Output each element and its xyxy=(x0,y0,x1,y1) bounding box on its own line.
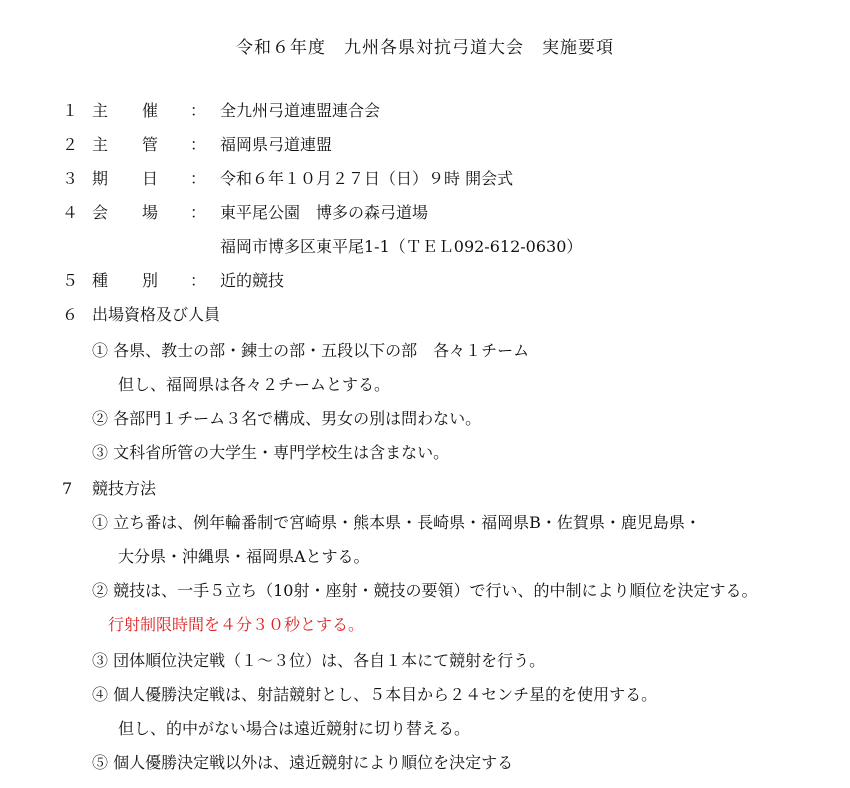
list-item: ② 各部門１チーム３名で構成、男女の別は問わない。 xyxy=(92,409,482,428)
item-number: ３ xyxy=(62,169,79,188)
item-colon: ： xyxy=(190,169,207,188)
section-title: 出場資格及び人員 xyxy=(92,305,221,324)
time-limit-notice: 行射制限時間を４分３０秒とする。 xyxy=(108,615,365,634)
item-value: 全九州弓道連盟連合会 xyxy=(220,101,381,120)
item-value: 令和６年１０月２７日（日）９時 開会式 xyxy=(220,169,514,188)
list-item: ① 立ち番は、例年輪番制で宮崎県・熊本県・長崎県・福岡県B・佐賀県・鹿児島県・ xyxy=(92,513,701,532)
section-title: 競技方法 xyxy=(92,479,157,498)
list-item: ③ 文科省所管の大学生・専門学校生は含まない。 xyxy=(92,443,450,462)
section-number: 7 xyxy=(62,479,73,498)
item-number: １ xyxy=(62,101,79,120)
list-item: ④ 個人優勝決定戦は、射詰競射とし、５本目から２４センチ星的を使用する。 xyxy=(92,685,658,704)
page-title: 令和６年度 九州各県対抗弓道大会 実施要項 xyxy=(236,38,614,58)
list-item: 但し、的中がない場合は遠近競射に切り替える。 xyxy=(118,719,471,738)
item-colon: ： xyxy=(190,271,207,290)
list-item: ② 競技は、一手５立ち（10射・座射・競技の要領）で行い、的中制により順位を決定する。 xyxy=(92,581,758,600)
list-item: 大分県・沖縄県・福岡県Aとする。 xyxy=(118,547,370,566)
list-item: ⑤ 個人優勝決定戦以外は、遠近競射により順位を決定する xyxy=(92,753,514,772)
item-number: ４ xyxy=(62,203,79,222)
list-item: 但し、福岡県は各々２チームとする。 xyxy=(118,375,391,394)
section-number: ６ xyxy=(62,305,79,324)
item-value: 近的競技 xyxy=(220,271,285,290)
item-colon: ： xyxy=(190,101,207,120)
list-item: ③ 団体順位決定戦（１～３位）は、各自１本にて競射を行う。 xyxy=(92,651,546,670)
item-number: ５ xyxy=(62,271,79,290)
item-number: ２ xyxy=(62,135,79,154)
item-colon: ： xyxy=(190,135,207,154)
venue-address: 福岡市博多区東平尾1-1（ＴＥＬ092-612-0630） xyxy=(220,237,583,256)
item-value: 東平尾公園 博多の森弓道場 xyxy=(220,203,429,222)
item-value: 福岡県弓道連盟 xyxy=(220,135,333,154)
item-colon: ： xyxy=(190,203,207,222)
list-item: ① 各県、教士の部・錬士の部・五段以下の部 各々１チーム xyxy=(92,341,530,360)
